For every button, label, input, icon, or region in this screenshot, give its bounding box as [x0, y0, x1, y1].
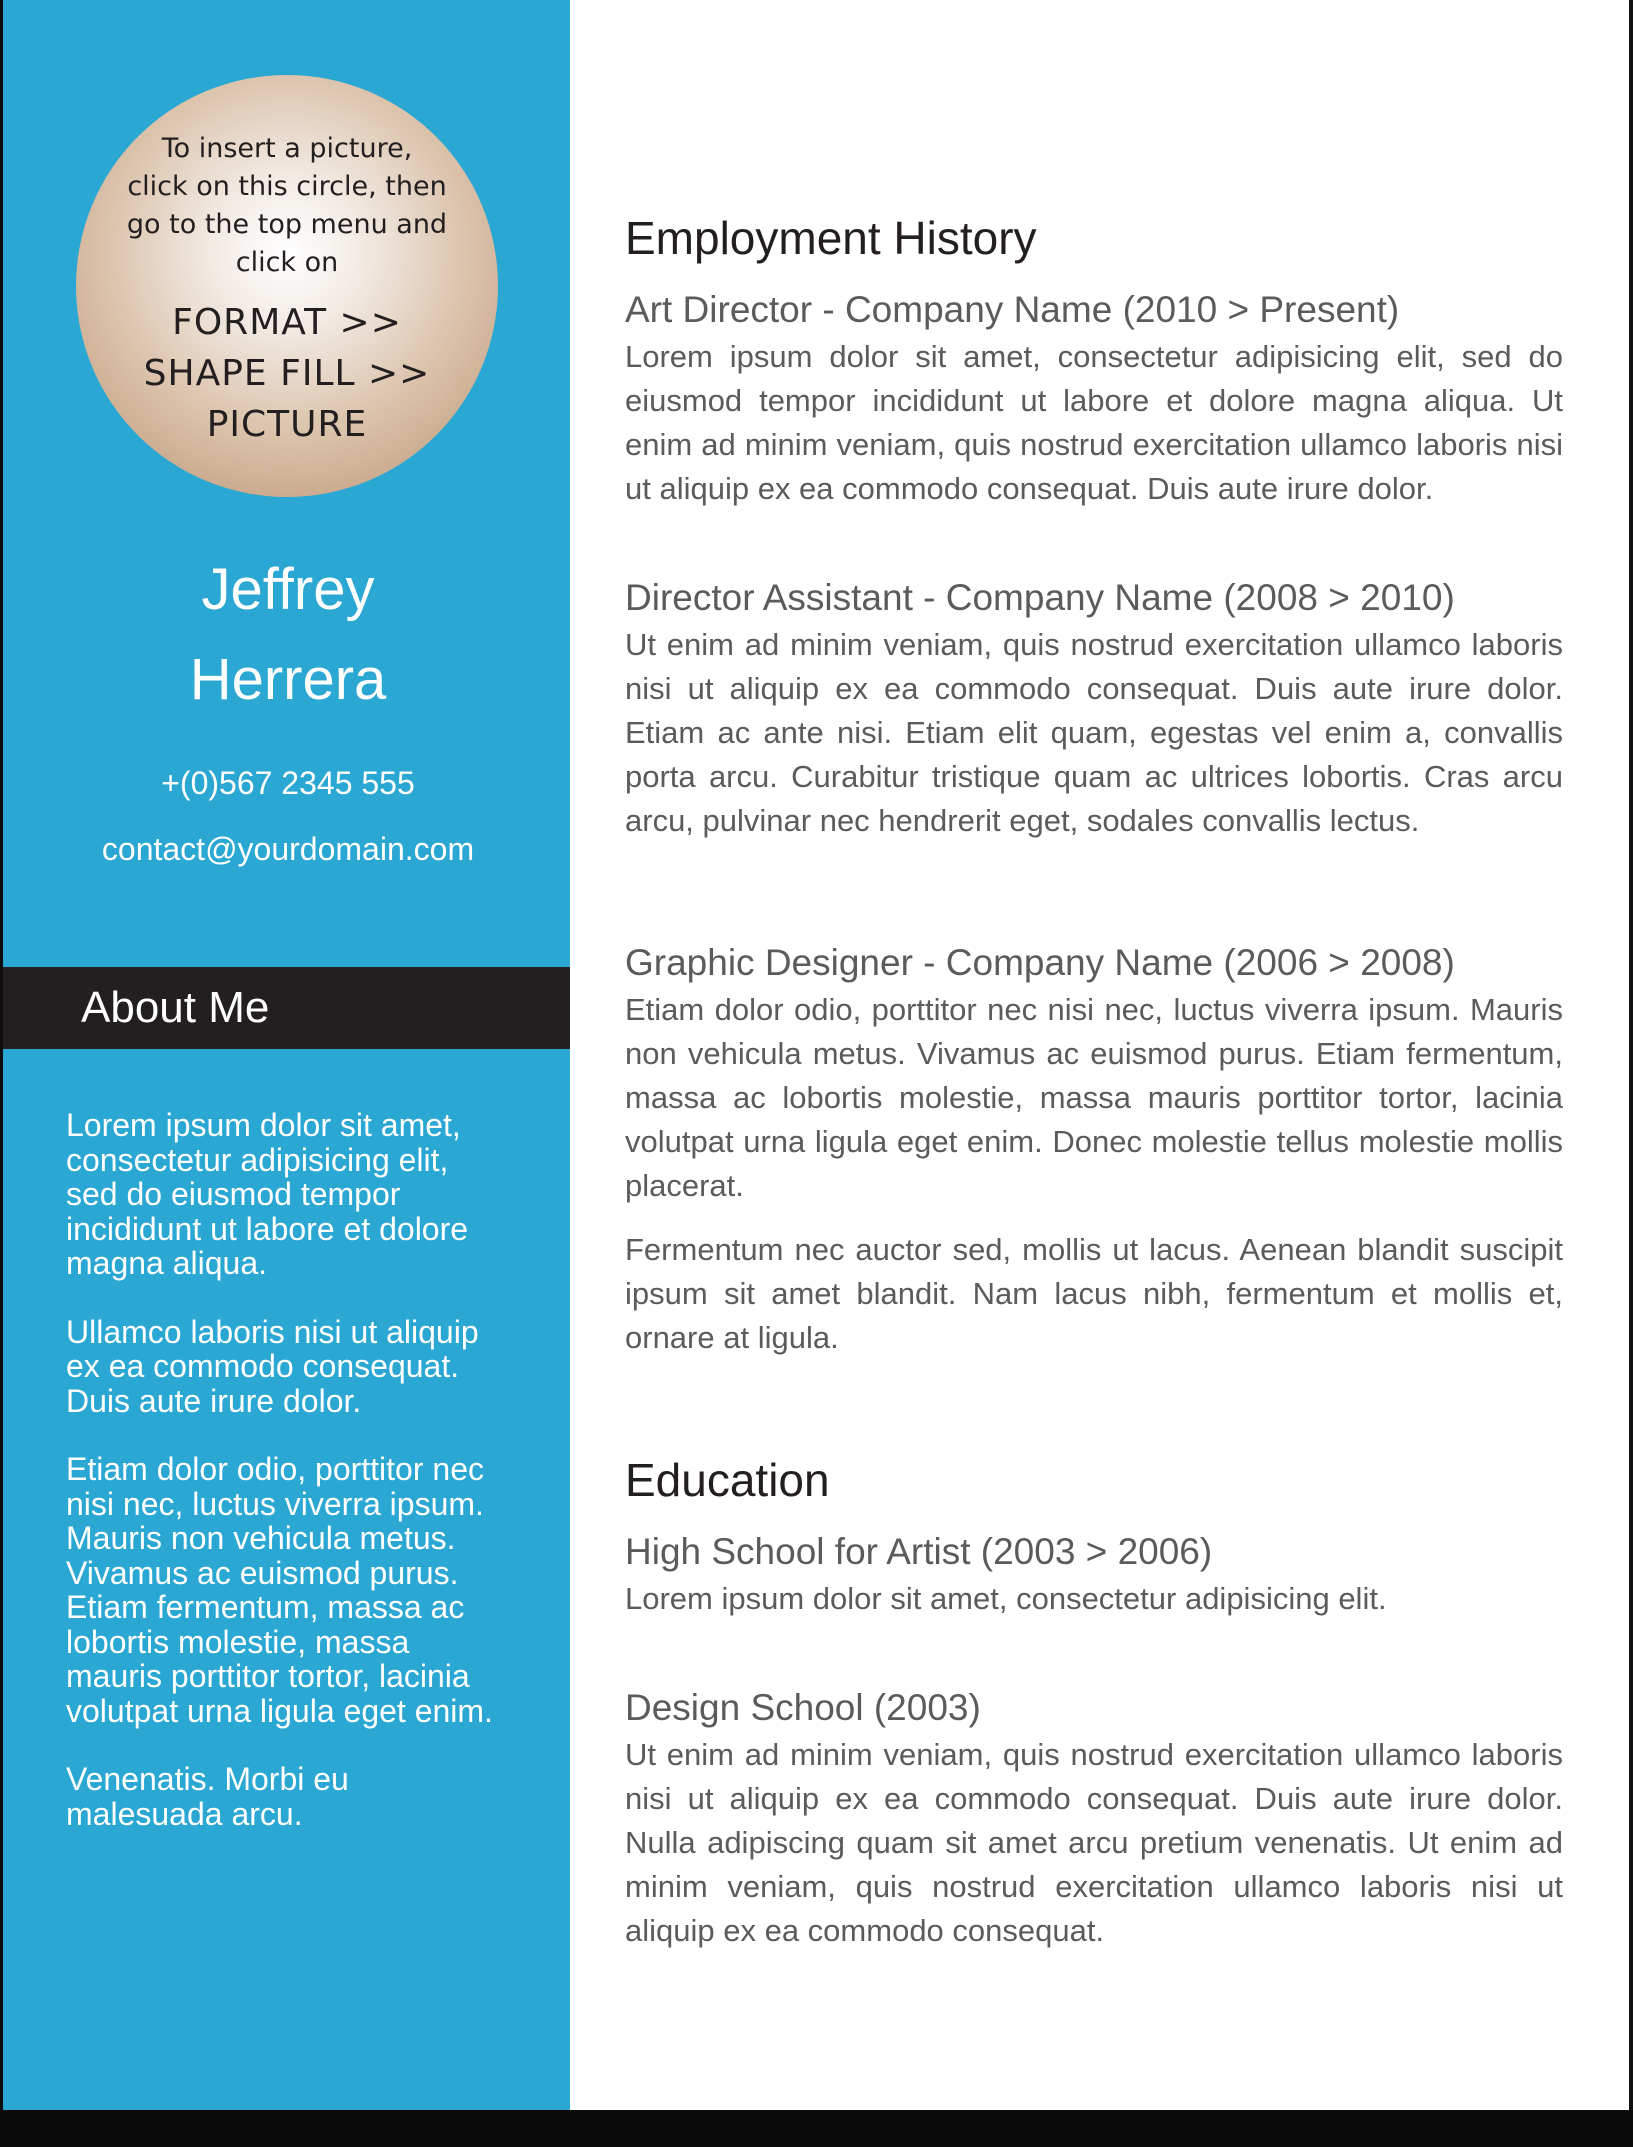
school-description: Ut enim ad minim veniam, quis nostrud exercitation ullamco laboris nisi ut aliquip ex ea commodo consequat. Duis aute irure dolor. Nulla adipiscing quam sit amet arcu pretium venenatis. Ut enim ad minim veniam, quis nostrud exercitation ullamco laboris nisi ut aliquip ex ea commodo consequat.	[625, 1737, 1563, 1948]
education-title: Education	[625, 1454, 830, 1506]
job-description: Etiam dolor odio, porttitor nec nisi nec, luctus viverra ipsum. Mauris non vehicula metus. Vivamus ac euismod purus. Etiam fermentum, massa ac lobortis molestie, massa mauris porttitor tortor, lacinia volutpat urna ligula eget enim. Donec molestie tellus molestie mollis placerat.	[625, 992, 1563, 1203]
photo-steps	[106, 297, 468, 450]
last-name: Herrera	[189, 647, 387, 712]
about-me-header	[3, 967, 570, 1049]
photo-step: PICTURE	[206, 404, 368, 445]
job-title: Art Director - Company Name (2010 > Present)	[625, 289, 1400, 330]
job-entry	[625, 573, 1563, 843]
about-me-title: About Me	[81, 983, 270, 1032]
photo-instruction-line: click on this circle, then	[127, 171, 447, 202]
photo-step: FORMAT >>	[172, 302, 402, 343]
photo-instruction-line: To insert a picture,	[161, 133, 413, 164]
education-entry	[625, 1527, 1563, 1621]
school-description: Lorem ipsum dolor sit amet, consectetur adipisicing elit.	[625, 1581, 1387, 1616]
bottom-border-bar	[0, 2110, 1633, 2147]
job-entry	[625, 938, 1563, 1360]
phone-number: +(0)567 2345 555	[161, 765, 415, 801]
school-title: Design School (2003)	[625, 1687, 981, 1728]
job-description: Fermentum nec auctor sed, mollis ut lacus. Aenean blandit suscipit ipsum sit amet blandit. Nam lacus nibh, fermentum et mollis et, ornare at ligula.	[625, 1232, 1563, 1355]
job-title: Graphic Designer - Company Name (2006 > 2008)	[625, 942, 1455, 983]
photo-step: SHAPE FILL >>	[143, 353, 431, 394]
job-description: Ut enim ad minim veniam, quis nostrud exercitation ullamco laboris nisi ut aliquip ex ea commodo consequat. Duis aute irure dolor. Etiam ac ante nisi. Etiam elit quam, egestas vel enim a, convallis porta arcu. Curabitur tristique quam ac ultrices lobortis. Cras arcu arcu, pulvinar nec hendrerit eget, sodales convallis lectus.	[625, 627, 1563, 838]
photo-instructions	[116, 130, 458, 282]
job-title: Director Assistant - Company Name (2008 > 2010)	[625, 577, 1455, 618]
about-paragraph: Etiam dolor odio, porttitor nec nisi nec, luctus viverra ipsum. Mauris non vehicula metus. Vivamus ac euismod purus. Etiam fermentum, massa ac lobortis molestie, massa mauris porttitor tortor, lacinia volutpat urna ligula eget enim.	[66, 1451, 493, 1729]
candidate-name	[3, 545, 573, 725]
about-paragraph: Ullamco laboris nisi ut aliquip ex ea commodo consequat. Duis aute irure dolor.	[66, 1313, 479, 1419]
photo-instruction-line: go to the top menu and	[126, 209, 448, 240]
sidebar	[0, 0, 570, 2110]
job-description: Lorem ipsum dolor sit amet, consectetur adipisicing elit, sed do eiusmod tempor incididunt ut labore et dolore magna aliqua. Ut enim ad minim veniam, quis nostrud exercitation ullamco laboris nisi ut aliquip ex ea commodo consequat. Duis aute irure dolor.	[625, 339, 1563, 506]
first-name: Jeffrey	[201, 557, 375, 622]
about-paragraph: Venenatis. Morbi eu malesuada arcu.	[66, 1761, 349, 1832]
employment-history-title: Employment History	[625, 212, 1037, 264]
photo-placeholder-circle[interactable]	[76, 75, 498, 497]
school-title: High School for Artist (2003 > 2006)	[625, 1531, 1213, 1572]
about-paragraph: Lorem ipsum dolor sit amet, consectetur adipisicing elit, sed do eiusmod tempor incididunt ut labore et dolore magna aliqua.	[66, 1107, 469, 1281]
education-entry	[625, 1683, 1563, 1953]
photo-instruction-line: click on	[235, 247, 339, 278]
email-address[interactable]: contact@yourdomain.com	[101, 831, 475, 867]
job-entry	[625, 285, 1563, 511]
about-me-text	[66, 1108, 506, 1865]
